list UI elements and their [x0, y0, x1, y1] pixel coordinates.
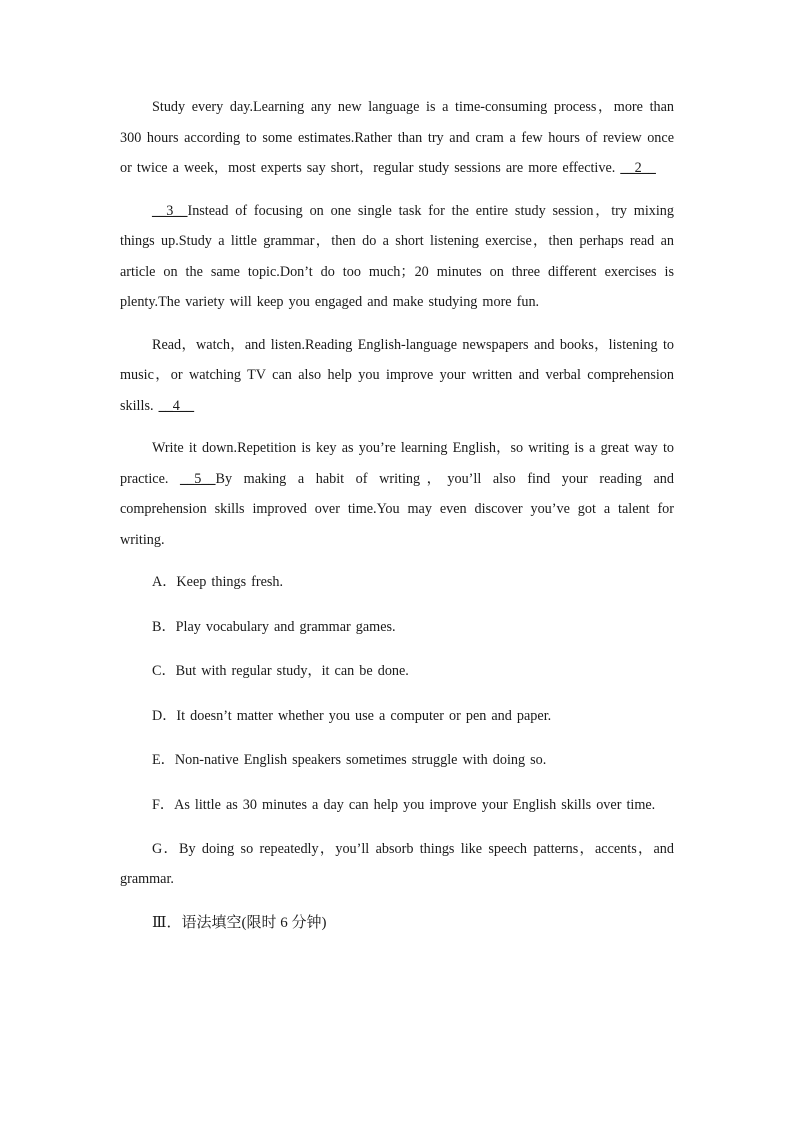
blank-5: __5__: [180, 470, 216, 487]
option-d: D．It doesn’t matter whether you use a computer or pen and paper.: [152, 707, 552, 724]
paragraph-keep-things-fresh: [120, 196, 674, 318]
section-heading: Ⅲ．语法填空(限时 6 分钟): [152, 914, 327, 931]
paragraph-read-watch-listen: [120, 330, 674, 422]
answer-options: [120, 567, 674, 894]
option-a: A．Keep things fresh.: [152, 574, 284, 590]
blank-4: __4__: [158, 397, 195, 414]
paragraph-write-it-down: [120, 433, 674, 555]
paragraph-study-every-day: [120, 92, 674, 184]
option-c: C．But with regular study，it can be done.: [152, 663, 409, 679]
option-e: E．Non-native English speakers sometimes struggle with doing so.: [152, 752, 547, 768]
paragraph-text: Write it down.Repetition is key as you’re learning English，so writing is a great way to practice.: [120, 440, 674, 487]
option-g: G．By doing so repeatedly，you’ll absorb things like speech patterns，accents，and grammar.: [120, 841, 674, 887]
option-b: B．Play vocabulary and grammar games.: [152, 618, 396, 635]
paragraph-text: Instead of focusing on one single task for the entire study session，try mixing things up.Study a little grammar，then do a short listening exercise，then perhaps read an article on the same topic.Don’t do too much；20 minutes on three different exercises is plenty.The variety will keep you engaged and make studying more fun.: [120, 202, 674, 310]
option-f: F．As little as 30 minutes a day can help you improve your English skills over time.: [152, 796, 656, 813]
blank-2: __2__: [620, 160, 656, 176]
paragraph-text: Read，watch，and listen.Reading English-language newspapers and books，listening to music，or watching TV can also help you improve your written and verbal comprehension skills.: [120, 336, 674, 414]
paragraph-text: By making a habit of writing，you’ll also find your reading and comprehension skills improved over time.You may even discover you’ve got a talent for writing.: [120, 470, 674, 548]
blank-3: __3__: [152, 202, 188, 219]
paragraph-text: Study every day.Learning any new language is a time-consuming process，more than 300 hours according to some estimates.Rather than try and cram a few hours of review once or twice a week，most experts say short，regular study sessions are more effective.: [120, 99, 674, 176]
